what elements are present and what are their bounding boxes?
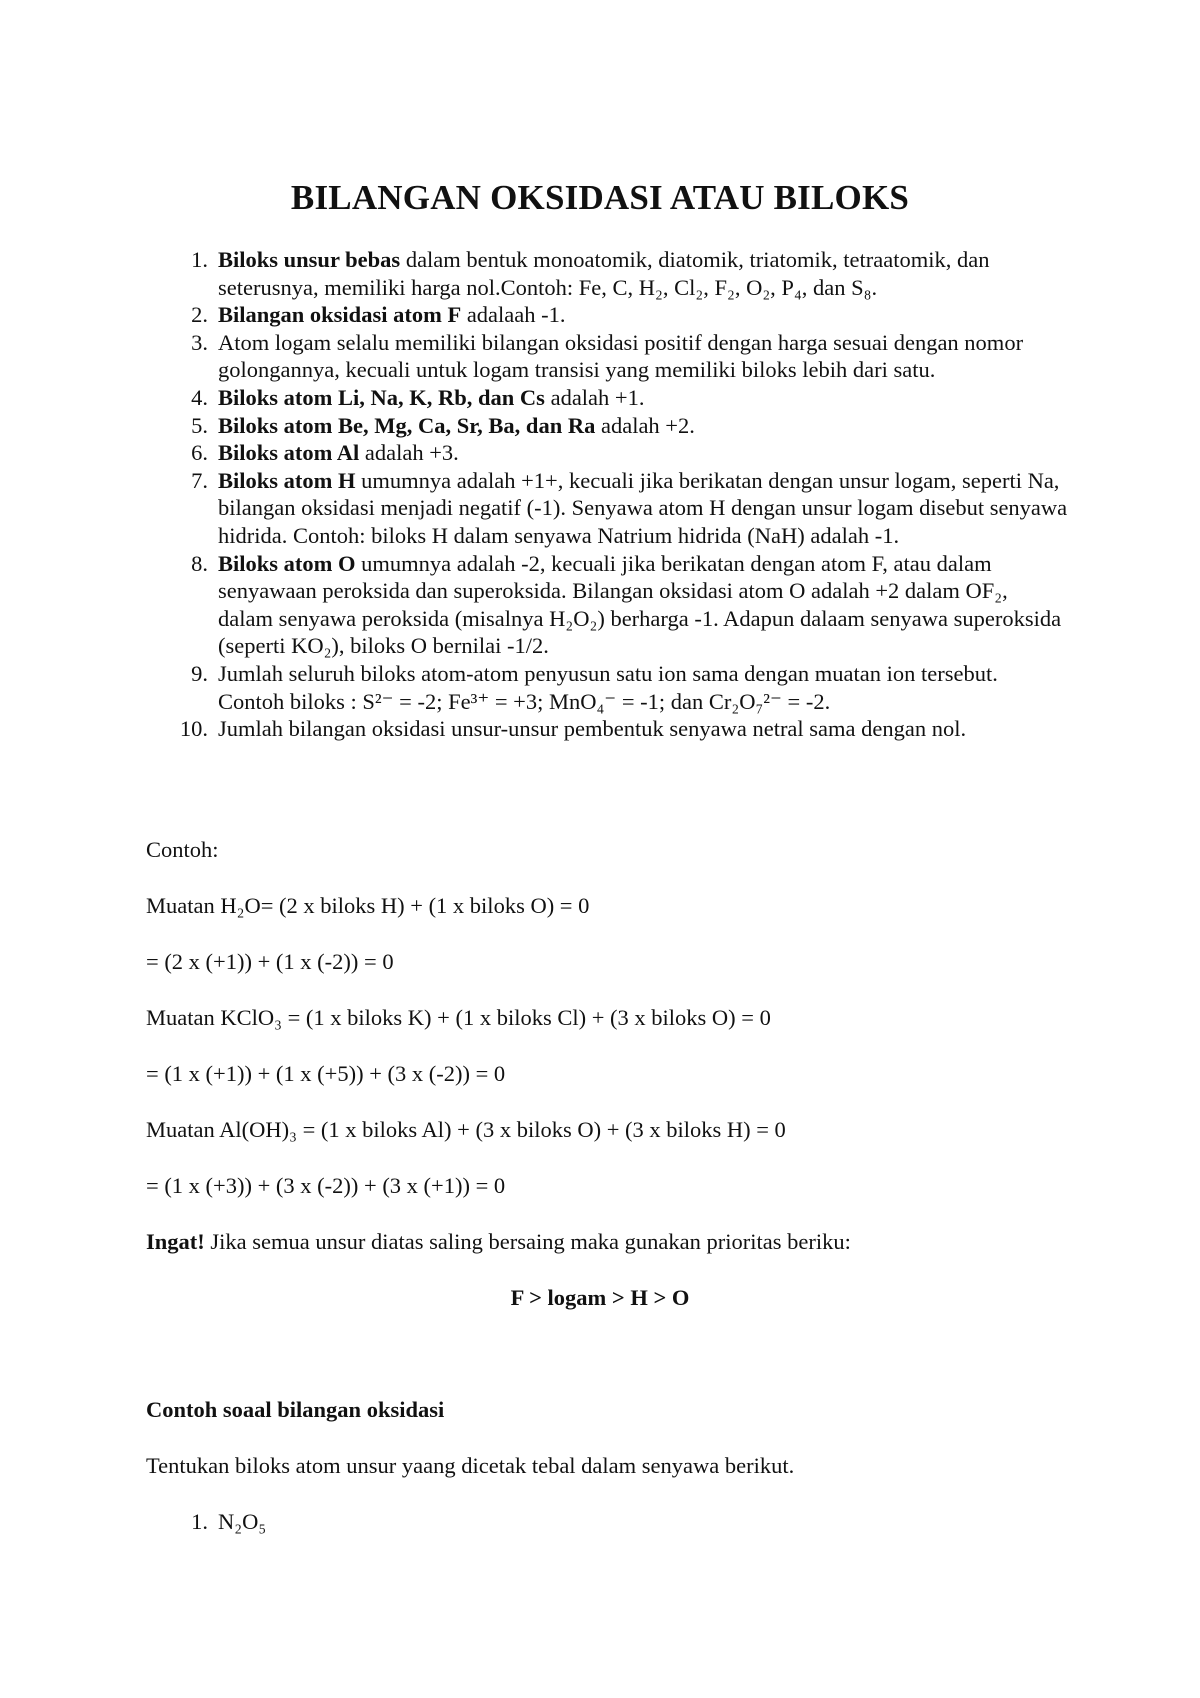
rule-number: 8.	[191, 550, 208, 576]
rule-text: Jumlah seluruh biloks atom-atom penyusun satu ion sama dengan muatan ion tersebut. Contoh biloks : S²⁻ = -2; Fe³⁺ = +3; MnO₄⁻ = -1; dan Cr₂O₇²⁻ = -2.	[218, 660, 998, 714]
rule-number: 4.	[191, 384, 208, 410]
rule-text: adalah +2.	[595, 412, 695, 438]
priority-order: F > logam > H > O	[510, 1285, 690, 1310]
document-title: BILANGAN OKSIDASI ATAU BILOKS	[290, 178, 910, 217]
rule-number: 7.	[191, 467, 208, 493]
rules-list	[179, 246, 1068, 743]
note-text: Jika semua unsur diatas saling bersaing maka gunakan prioritas beriku:	[204, 1229, 851, 1254]
rule-item-8	[191, 550, 1068, 660]
rule-item-10	[179, 715, 1068, 743]
rule-item-6	[191, 439, 1068, 467]
rule-number: 5.	[191, 412, 208, 438]
example-line-1: Muatan H₂O= (2 x biloks H) + (1 x biloks O) = 0	[146, 893, 590, 918]
rule-number: 3.	[191, 329, 208, 355]
rule-bold-text: Biloks atom Al	[218, 440, 360, 466]
rule-bold-text: Biloks atom H	[218, 467, 356, 493]
rule-item-5	[191, 412, 1068, 440]
rule-item-4	[191, 384, 1068, 412]
rule-text: umumnya adalah +1+, kecuali jika berikatan dengan unsur logam, seperti Na, bilangan oksidasi menjadi negatif (-1). Senyawa atom H dengan unsur logam disebut senyawa hidrida. Contoh: biloks H dalam senyawa Natrium hidrida (NaH) adalah -1.	[218, 467, 1068, 548]
rule-bold-text: Biloks atom Be, Mg, Ca, Sr, Ba, dan Ra	[218, 412, 596, 438]
section-heading: Contoh soaal bilangan oksidasi	[146, 1397, 445, 1422]
rule-number: 9.	[191, 660, 208, 686]
rule-bold-text: Biloks unsur bebas	[218, 247, 401, 272]
question-item-1	[191, 1508, 267, 1536]
rule-text: Atom logam selalu memiliki bilangan oksidasi positif dengan harga sesuai dengan nomor golongannya, kecuali untuk logam transisi yang memiliki biloks lebih dari satu.	[218, 329, 1024, 383]
question-number: 1.	[191, 1509, 208, 1534]
rule-bold-text: Bilangan oksidasi atom F	[218, 302, 462, 328]
rule-number: 2.	[191, 302, 208, 328]
question-text: N₂O₅	[218, 1509, 267, 1534]
rule-bold-text: Biloks atom Li, Na, K, Rb, dan Cs	[218, 384, 545, 410]
rule-text: dalam bentuk monoatomik, diatomik, triatomik, tetraatomik, dan seterusnya, memiliki harga nol.Contoh: Fe, C, H₂, Cl₂, F₂, O₂, P₄, dan S₈.	[218, 247, 990, 300]
example-heading: Contoh:	[146, 837, 219, 862]
example-line-4: = (1 x (+1)) + (1 x (+5)) + (3 x (-2)) = 0	[146, 1061, 506, 1086]
note-label: Ingat!	[146, 1229, 205, 1254]
rule-number: 6.	[191, 440, 208, 466]
note-paragraph	[146, 1228, 851, 1256]
example-line-2: = (2 x (+1)) + (1 x (-2)) = 0	[146, 949, 394, 974]
rule-text: umumnya adalah -2, kecuali jika berikatan dengan atom F, atau dalam senyawaan peroksida dan superoksida. Bilangan oksidasi atom O adalah +2 dalam OF₂, dalam senyawa peroksida (misalnya H₂O₂) berharga -1. Adapun dalaam senyawa superoksida (seperti KO₂), biloks O bernilai -1/2.	[218, 550, 1062, 659]
example-line-3: Muatan KClO₃ = (1 x biloks K) + (1 x biloks Cl) + (3 x biloks O) = 0	[146, 1005, 771, 1030]
rule-text: adalah +1.	[544, 384, 645, 410]
rule-item-7	[191, 467, 1068, 550]
example-line-5: Muatan Al(OH)₃ = (1 x biloks Al) + (3 x biloks O) + (3 x biloks H) = 0	[146, 1117, 786, 1142]
rule-item-3	[191, 329, 1068, 384]
rule-item-2	[191, 301, 1068, 329]
rule-item-9	[191, 660, 1068, 715]
rule-text: adalaah -1.	[461, 302, 566, 328]
instruction-text: Tentukan biloks atom unsur yaang dicetak tebal dalam senyawa berikut.	[146, 1453, 795, 1478]
rule-text: Jumlah bilangan oksidasi unsur-unsur pembentuk senyawa netral sama dengan nol.	[218, 716, 967, 742]
rule-number: 10.	[179, 716, 208, 742]
rule-text: adalah +3.	[359, 440, 459, 466]
rule-item-1	[191, 246, 1068, 301]
rule-bold-text: Biloks atom O	[218, 550, 356, 576]
rule-number: 1.	[191, 247, 208, 272]
example-line-6: = (1 x (+3)) + (3 x (-2)) + (3 x (+1)) = 0	[146, 1173, 506, 1198]
